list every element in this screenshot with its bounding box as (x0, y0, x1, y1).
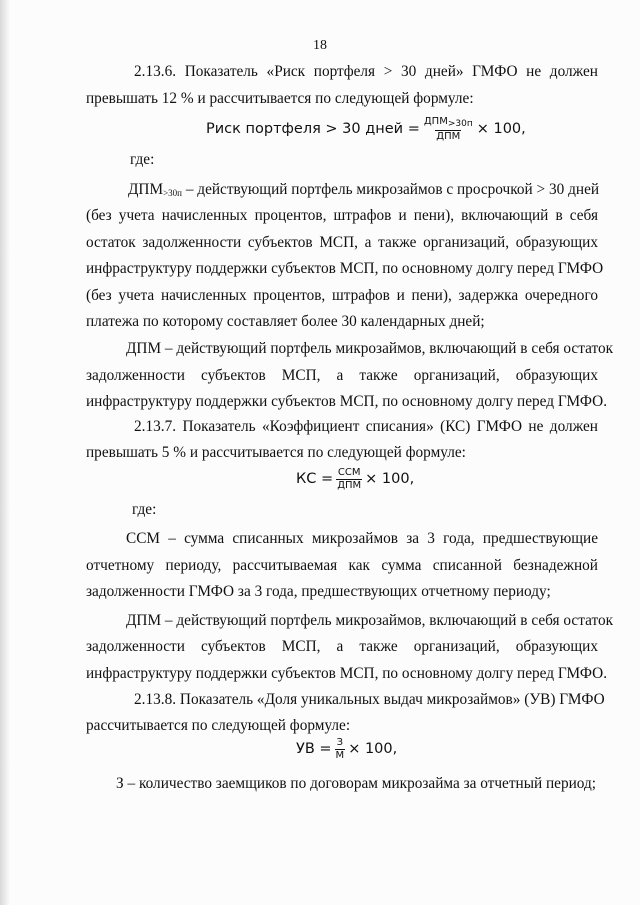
formula-2-rhs: × 100, (365, 471, 415, 487)
formula-1-num-subscript: >30п (447, 118, 473, 129)
formula-3-fraction (335, 737, 346, 762)
definition-dpm30-line-6: платежа по которому составляет более 30 календарных дней; (86, 313, 485, 330)
definition-dpm-line-2: задолженности субъектов МСП, а также организаций, образующих (86, 367, 598, 384)
scan-edge (0, 0, 10, 905)
formula-1-num-text: ДПМ (423, 115, 448, 127)
formula-2-lhs: КС = (296, 471, 334, 487)
definition-ssm-line-2: отчетному периоду, рассчитываемая как сумма списанной безнадежной (86, 557, 598, 574)
definition-dpm-2-line-2: задолженности субъектов МСП, а также организаций, образующих (86, 638, 598, 655)
definition-dpm30-line-4: инфраструктуру поддержки субъектов МСП, по основному долгу перед ГМФО (86, 260, 604, 277)
definition-dpm-line-1: ДПМ – действующий портфель микрозаймов, включающий в себя остаток (126, 340, 614, 357)
paragraph-2-13-6-line-2: превышать 12 % и рассчитывается по следующей формуле: (86, 90, 474, 107)
definition-dpm-2-line-3: инфраструктуру поддержки субъектов МСП, по основному долгу перед ГМФО. (86, 665, 608, 682)
formula-2-fraction (336, 467, 362, 492)
definition-dpm-2-line-1: ДПМ – действующий портфель микрозаймов, включающий в себя остаток (126, 612, 614, 629)
where-label-1: где: (130, 151, 155, 168)
paragraph-2-13-7-line-2: превышать 5 % и рассчитывается по следующей формуле: (86, 444, 466, 461)
definition-dpm30-text: – действующий портфель микрозаймов с просрочкой > 30 дней (182, 181, 600, 198)
paragraph-2-13-8-line-2: рассчитывается по следующей формуле: (86, 717, 351, 734)
formula-2-denominator: ДПМ (337, 479, 362, 491)
formula-portfolio-risk (206, 112, 526, 146)
formula-3-rhs: × 100, (348, 741, 398, 757)
definition-dpm30-subscript: >30п (163, 188, 182, 198)
formula-1-numerator (423, 116, 474, 130)
paragraph-2-13-6-line-1: 2.13.6. Показатель «Риск портфеля > 30 дней» ГМФО не должен (134, 63, 598, 80)
definition-dpm30-line-2: (без учета начисленных процентов, штрафов и пени), включающий в себя (86, 207, 598, 224)
formula-write-off-ratio (296, 461, 414, 497)
formula-3-numerator: З (336, 736, 344, 748)
formula-3-denominator: М (335, 749, 345, 761)
definition-dpm30-line-1 (128, 180, 598, 203)
formula-unique-loans-share (296, 731, 397, 767)
formula-1-rhs: × 100, (476, 121, 526, 137)
formula-3-lhs: УВ = (296, 741, 332, 757)
paragraph-2-13-8-line-1: 2.13.8. Показатель «Доля уникальных выдач микрозаймов» (УВ) ГМФО (134, 691, 605, 708)
formula-1-fraction (423, 116, 474, 143)
definition-z-line-1: З – количество заемщиков по договорам микрозайма за отчетный период; (116, 775, 597, 792)
formula-2-numerator: ССМ (337, 466, 361, 478)
definition-dpm-line-3: инфраструктуру поддержки субъектов МСП, по основному долгу перед ГМФО. (86, 393, 608, 410)
formula-1-denominator: ДПМ (436, 130, 461, 142)
formula-1-lhs: Риск портфеля > 30 дней = (206, 121, 420, 137)
definition-dpm30-symbol: ДПМ (128, 181, 164, 198)
definition-ssm-line-3: задолженности ГМФО за 3 года, предшествующих отчетному периоду; (86, 583, 551, 600)
definition-dpm30-line-5: (без учета начисленных процентов, штрафов и пени), задержка очередного (86, 287, 598, 304)
paragraph-2-13-7-line-1: 2.13.7. Показатель «Коэффициент списания» (КС) ГМФО не должен (134, 418, 598, 435)
definition-dpm30-line-3: остаток задолженности субъектов МСП, а также организаций, образующих (86, 234, 598, 251)
definition-ssm-line-1: ССМ – сумма списанных микрозаймов за 3 года, предшествующие (126, 530, 598, 547)
page-number: 18 (313, 38, 327, 53)
where-label-2: где: (132, 501, 157, 518)
